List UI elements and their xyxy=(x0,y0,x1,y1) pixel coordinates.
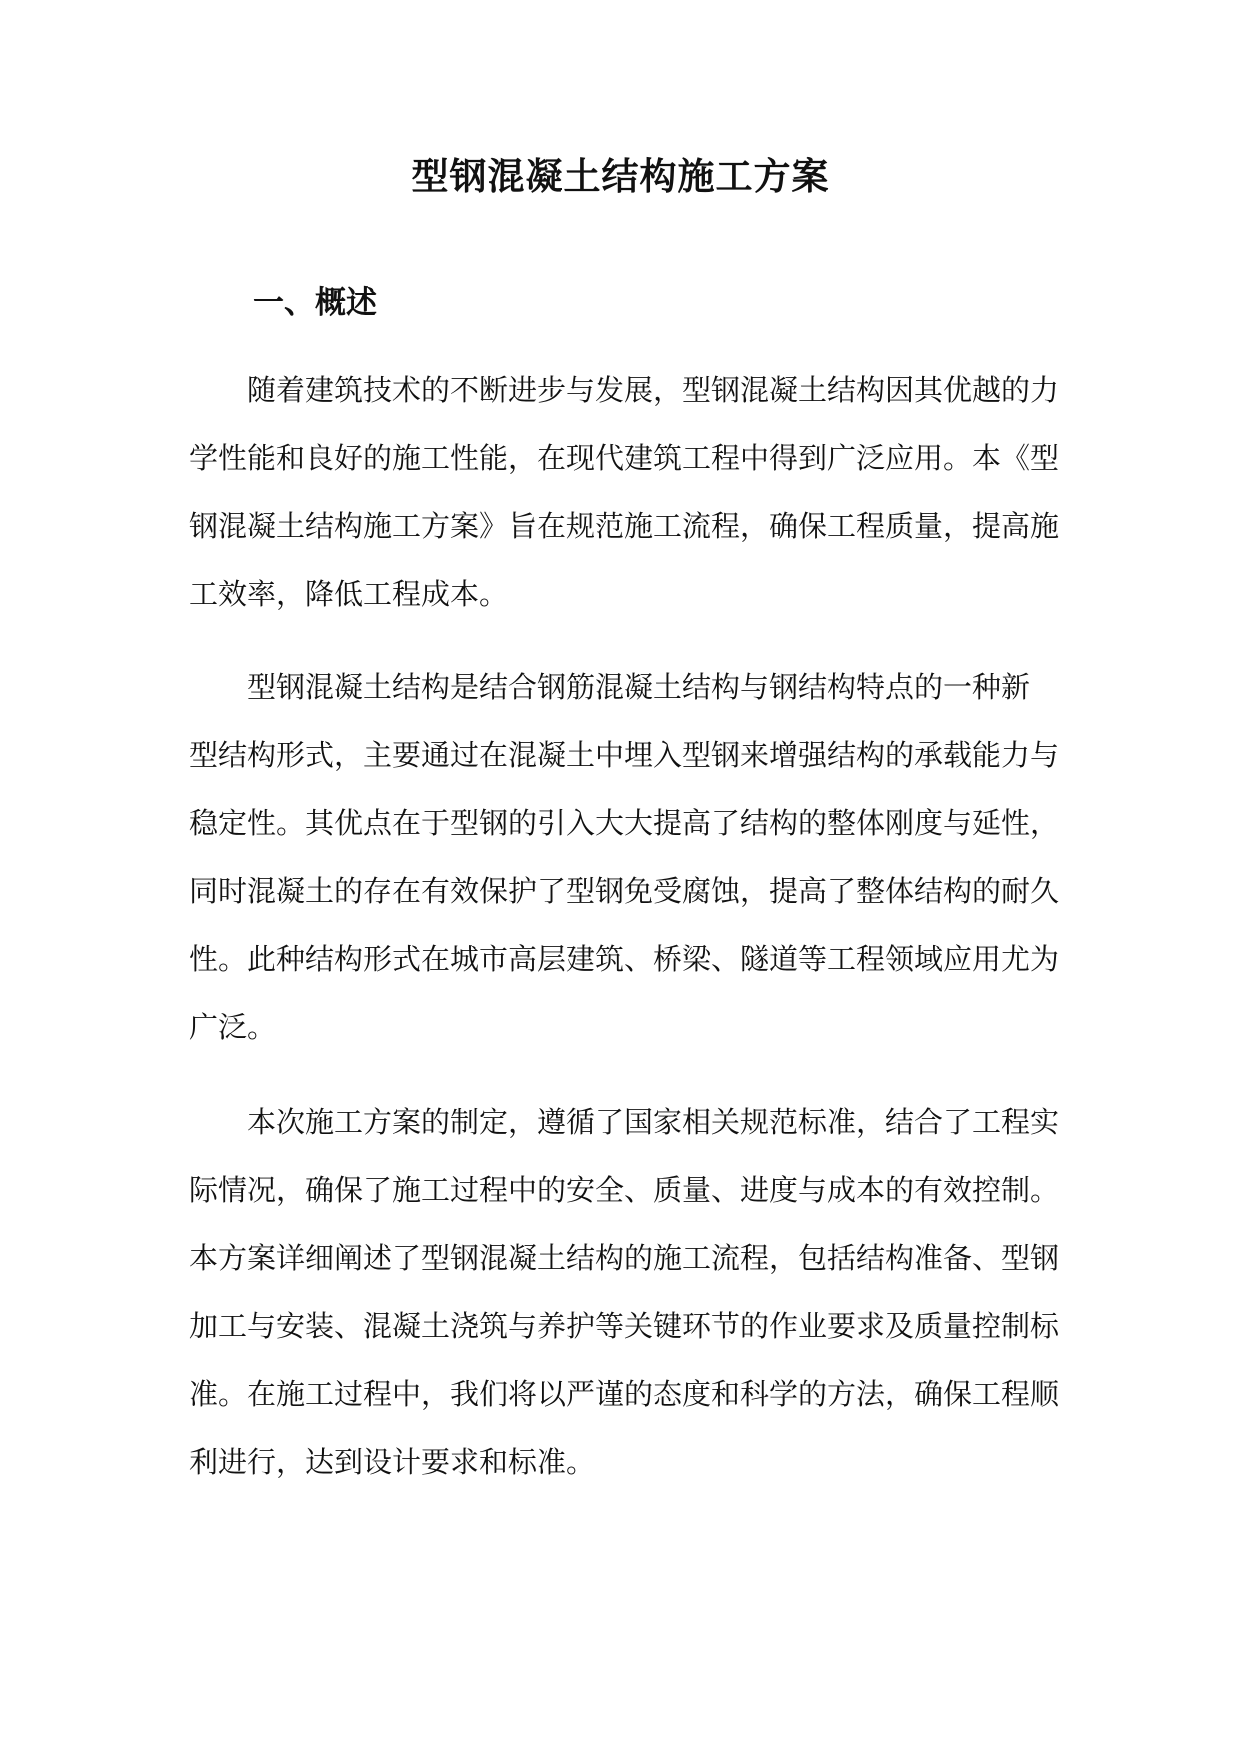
paragraph-2-line-2: 型结构形式，主要通过在混凝土中埋入型钢来增强结构的承载能力与 xyxy=(189,738,1060,772)
paragraph-2-line-3: 稳定性。其优点在于型钢的引入大大提高了结构的整体刚度与延性， xyxy=(189,806,1060,840)
paragraph-2-line-5: 性。此种结构形式在城市高层建筑、桥梁、隧道等工程领域应用尤为 xyxy=(189,942,1060,976)
paragraph-2-line-6: 广泛。 xyxy=(189,1010,277,1044)
paragraph-3-line-1: 本次施工方案的制定，遵循了国家相关规范标准，结合了工程实 xyxy=(247,1105,1060,1139)
paragraph-1-line-1: 随着建筑技术的不断进步与发展，型钢混凝土结构因其优越的力 xyxy=(247,373,1060,407)
paragraph-3-line-3: 本方案详细阐述了型钢混凝土结构的施工流程，包括结构准备、型钢 xyxy=(189,1241,1060,1275)
paragraph-1-line-2: 学性能和良好的施工性能，在现代建筑工程中得到广泛应用。本《型 xyxy=(189,441,1060,475)
paragraph-2-line-4: 同时混凝土的存在有效保护了型钢免受腐蚀，提高了整体结构的耐久 xyxy=(189,874,1060,908)
paragraph-3-line-5: 准。在施工过程中，我们将以严谨的态度和科学的方法，确保工程顺 xyxy=(189,1377,1060,1411)
document-title: 型钢混凝土结构施工方案 xyxy=(411,154,830,198)
paragraph-3-line-2: 际情况，确保了施工过程中的安全、质量、进度与成本的有效控制。 xyxy=(189,1173,1060,1207)
section-heading-overview: 一、概述 xyxy=(253,285,377,321)
paragraph-1-line-4: 工效率，降低工程成本。 xyxy=(189,577,509,611)
paragraph-2-line-1: 型钢混凝土结构是结合钢筋混凝土结构与钢结构特点的一种新 xyxy=(247,670,1031,704)
paragraph-1-line-3: 钢混凝土结构施工方案》旨在规范施工流程，确保工程质量，提高施 xyxy=(189,509,1060,543)
paragraph-3-line-6: 利进行，达到设计要求和标准。 xyxy=(189,1445,596,1479)
paragraph-3-line-4: 加工与安装、混凝土浇筑与养护等关键环节的作业要求及质量控制标 xyxy=(189,1309,1060,1343)
